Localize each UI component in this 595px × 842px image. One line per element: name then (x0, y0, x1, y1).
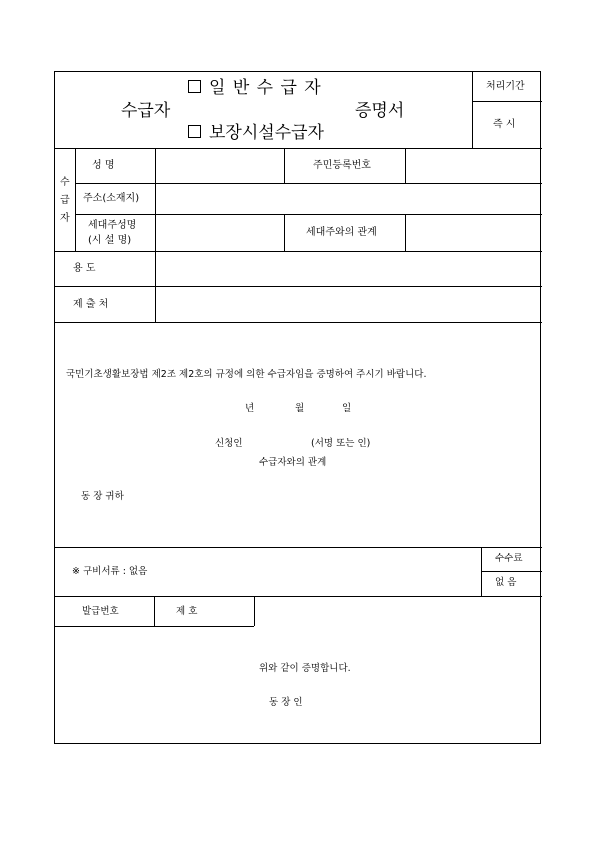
facility-name-label: (시 설 명) (88, 235, 132, 246)
name-field[interactable] (156, 149, 284, 183)
date-month-label: 월 (295, 403, 305, 414)
signature-label: (서명 또는 인) (311, 438, 371, 449)
option-facility: 보장시설수급자 (188, 125, 324, 142)
certify-text: 위와 같이 증명합니다. (259, 663, 351, 674)
certificate-form (54, 71, 541, 744)
general-recipient-checkbox[interactable] (188, 80, 201, 93)
official-seal-label: 동 장 인 (269, 697, 303, 708)
household-head-field[interactable] (156, 215, 284, 251)
divider (154, 596, 155, 626)
address-field[interactable] (156, 184, 542, 214)
divider (472, 101, 542, 102)
rrn-label: 주민등록번호 (313, 160, 371, 171)
facility-recipient-checkbox[interactable] (188, 125, 201, 138)
recipient-side-label-3: 자 (60, 213, 70, 224)
household-relation-label: 세대주와의 관계 (306, 227, 377, 238)
title-right: 증명서 (355, 101, 405, 121)
divider (75, 148, 76, 251)
date-year-label: 년 (245, 403, 255, 414)
submit-to-label: 제 출 처 (73, 299, 109, 310)
fee-value: 없 음 (495, 577, 517, 588)
divider (472, 72, 473, 148)
name-label: 성 명 (92, 160, 115, 171)
issue-number-value: 제 호 (176, 606, 198, 617)
divider (254, 596, 255, 626)
household-relation-field[interactable] (406, 215, 542, 251)
divider (284, 214, 285, 251)
recipient-side-label-1: 수 (60, 177, 70, 188)
divider (284, 148, 285, 183)
divider (55, 596, 542, 597)
date-day-label: 일 (342, 403, 352, 414)
processing-period-value: 즉 시 (493, 119, 516, 130)
option-general: 일 반 수 급 자 (188, 80, 322, 97)
purpose-field[interactable] (156, 252, 542, 286)
divider (481, 571, 542, 572)
addressee: 동 장 귀하 (81, 491, 124, 502)
purpose-label: 용 도 (73, 263, 96, 274)
recipient-side-label-2: 급 (60, 195, 70, 206)
submit-to-field[interactable] (156, 287, 542, 322)
household-head-label: 세대주성명 (88, 220, 137, 231)
address-label: 주소(소재지) (83, 193, 140, 204)
issue-number-label: 발급번호 (82, 606, 119, 617)
divider (55, 626, 254, 627)
divider (55, 547, 542, 548)
divider (55, 322, 542, 323)
statement-text: 국민기초생활보장법 제2조 제2호의 규정에 의한 수급자임을 증명하여 주시기 바랍니다. (66, 369, 427, 380)
title-left: 수급자 (121, 101, 171, 121)
rrn-field[interactable] (406, 149, 542, 183)
required-docs: ※ 구비서류 : 없음 (72, 566, 148, 577)
recipient-relation-label: 수급자와의 관계 (259, 457, 327, 468)
fee-label: 수수료 (495, 553, 523, 564)
processing-period-label: 처리기간 (486, 81, 525, 92)
applicant-label: 신청인 (215, 438, 243, 449)
